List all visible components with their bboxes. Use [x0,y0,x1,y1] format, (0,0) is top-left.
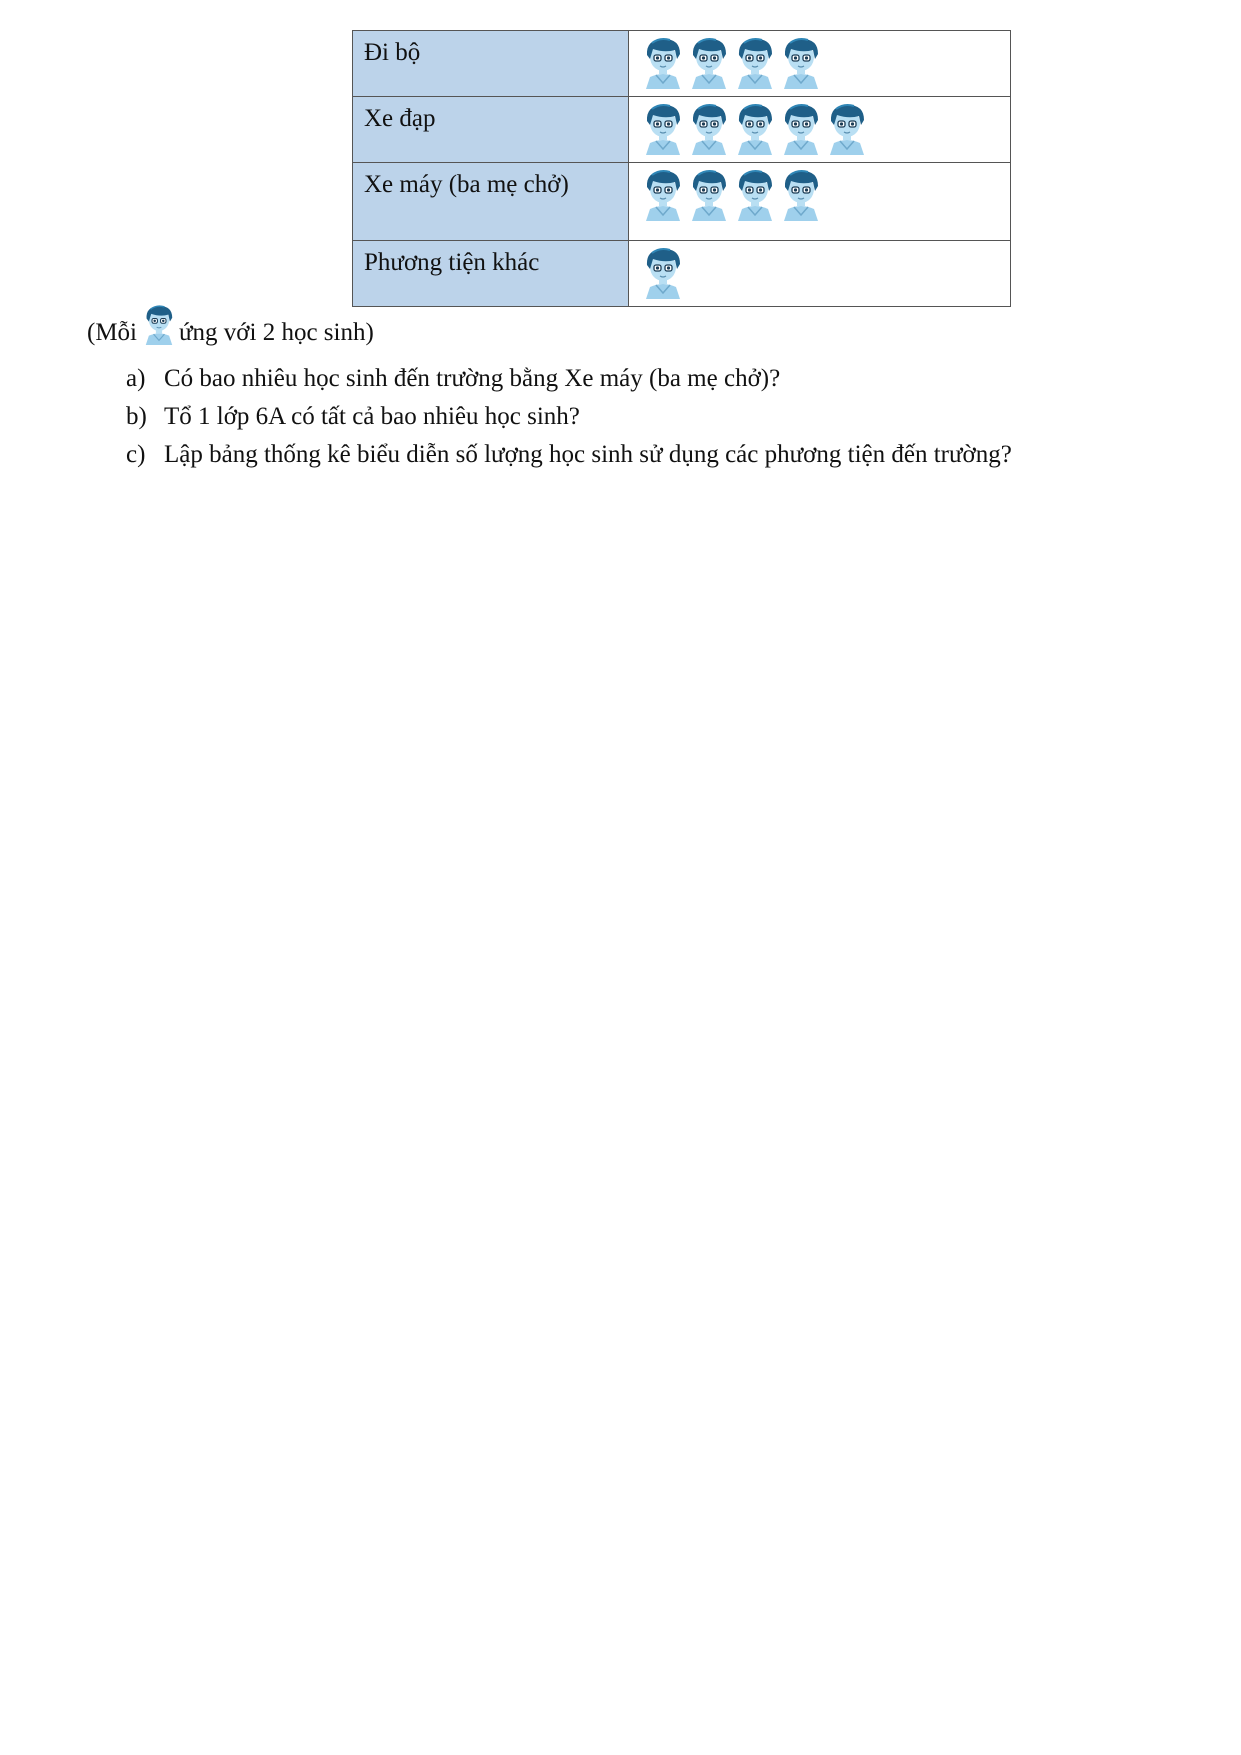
question-text: Có bao nhiêu học sinh đến trường bằng Xe máy (ba mẹ chở)? [164,365,781,392]
student-icon [732,167,778,221]
student-icon [640,167,686,221]
student-icon [640,35,686,89]
question-marker: b) [126,403,147,430]
question-text: Lập bảng thống kê biểu diễn số lượng học sinh sử dụng các phương tiện đến trường? [164,441,1012,468]
student-icon [778,167,824,221]
legend-prefix: (Mỗi [87,319,137,346]
row-label: Đi bộ [353,31,629,97]
pictogram-row-motorbike [353,163,1011,241]
student-icon [640,245,686,299]
row-icons [629,241,1011,307]
question-item [126,436,1012,474]
row-icons [629,163,1011,241]
row-label: Phương tiện khác [353,241,629,307]
student-icon [141,303,177,345]
pictogram-row-bicycle [353,97,1011,163]
question-list [126,360,1012,474]
question-item [126,360,1012,398]
row-icons [629,31,1011,97]
student-icon [732,101,778,155]
pictogram-row-other [353,241,1011,307]
question-marker: a) [126,365,146,392]
legend-note [87,303,374,351]
row-label: Xe đạp [353,97,629,163]
question-text: Tổ 1 lớp 6A có tất cả bao nhiêu học sinh? [164,403,580,430]
question-marker: c) [126,441,146,468]
student-icon [686,35,732,89]
student-icon [686,167,732,221]
pictogram-row-walking [353,31,1011,97]
row-label: Xe máy (ba mẹ chở) [353,163,629,241]
student-icon [686,101,732,155]
student-icon [824,101,870,155]
row-icons [629,97,1011,163]
student-icon [778,101,824,155]
student-icon [778,35,824,89]
student-icon [732,35,778,89]
student-icon [640,101,686,155]
pictogram-table [352,30,1011,307]
legend-suffix: ứng với 2 học sinh) [179,319,374,346]
question-item [126,398,1012,436]
